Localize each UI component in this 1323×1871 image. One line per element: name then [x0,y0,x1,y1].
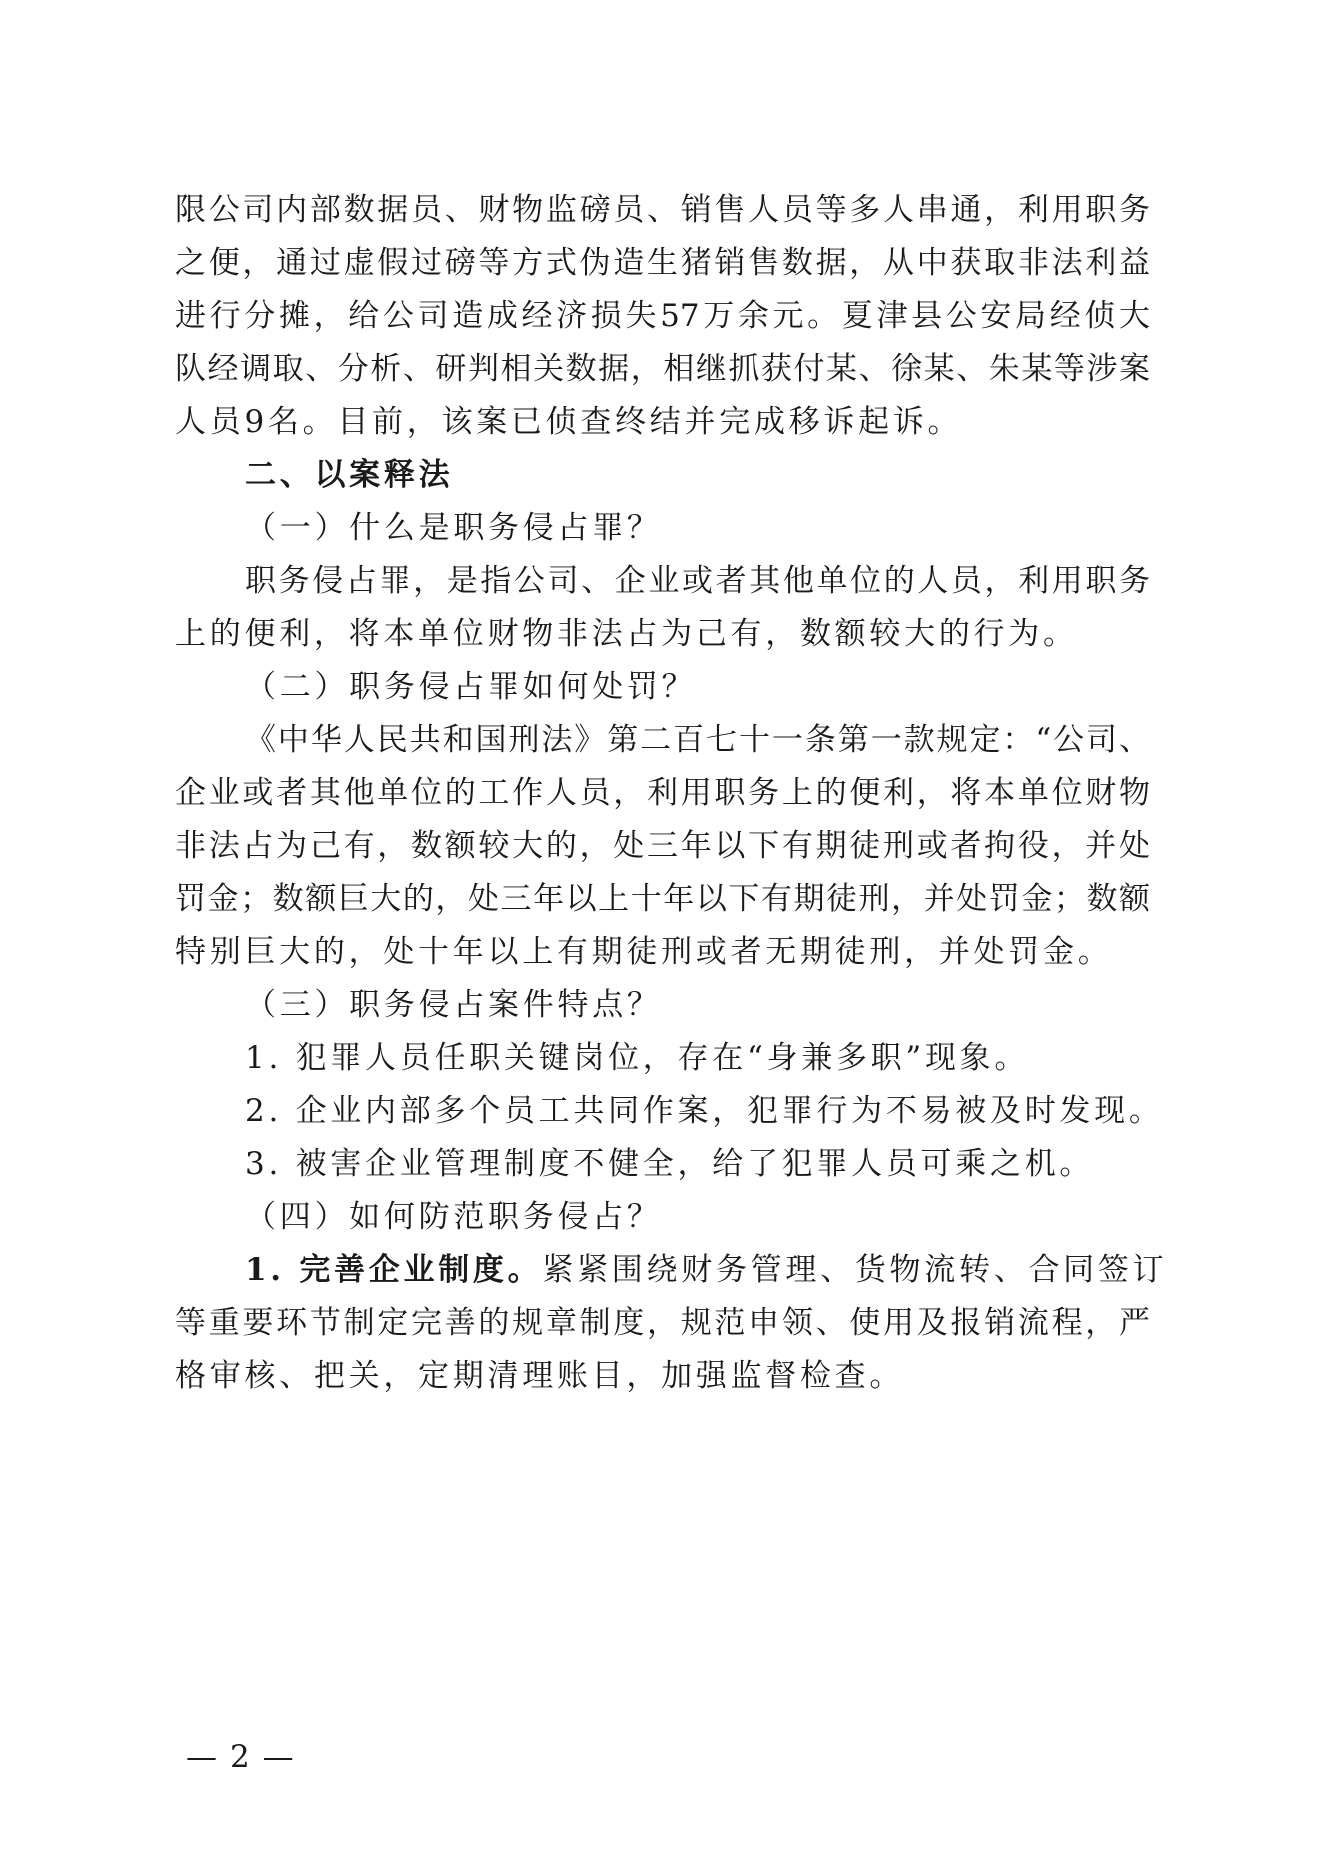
page-number: — 2 — [186,1739,296,1775]
section-heading: 二、以案释法 [245,457,454,493]
body-line: 进行分摊，给公司造成经济损失57万余元。夏津县公安局经侦大 [175,298,1150,334]
body-line: 罚金；数额巨大的，处三年以上十年以下有期徒刑，并处罚金；数额 [175,881,1150,917]
body-line: 等重要环节制定完善的规章制度，规范申领、使用及报销流程，严 [175,1305,1150,1341]
subsection-heading-1: （一）什么是职务侵占罪？ [245,510,662,546]
list-item-text: 紧紧围绕财务管理、货物流转、合同签订 [542,1252,1168,1288]
body-line: 特别巨大的，处十年以上有期徒刑或者无期徒刑，并处罚金。 [175,934,1113,970]
body-line: 非法占为己有，数额较大的，处三年以下有期徒刑或者拘役，并处 [175,828,1150,864]
list-item: 1. 犯罪人员任职关键岗位，存在“身兼多职”现象。 [245,1040,1030,1076]
subsection-heading-4: （四）如何防范职务侵占？ [245,1199,662,1235]
body-line: 企业或者其他单位的工作人员，利用职务上的便利，将本单位财物 [175,775,1150,811]
body-line: 职务侵占罪，是指公司、企业或者其他单位的人员，利用职务 [245,563,1150,599]
body-line: 格审核、把关，定期清理账目，加强监督检查。 [175,1358,905,1394]
subsection-heading-3: （三）职务侵占案件特点？ [245,987,662,1023]
body-line: 人员9名。目前，该案已侦查终结并完成移诉起诉。 [175,404,963,440]
body-line: 上的便利，将本单位财物非法占为己有，数额较大的行为。 [175,616,1078,652]
subsection-heading-2: （二）职务侵占罪如何处罚？ [245,669,697,705]
body-line: 队经调取、分析、研判相关数据，相继抓获付某、徐某、朱某等涉案 [175,351,1150,387]
body-line: 限公司内部数据员、财物监磅员、销售人员等多人串通，利用职务 [175,192,1150,228]
list-item [245,1250,1168,1290]
list-item: 2. 企业内部多个员工共同作案，犯罪行为不易被及时发现。 [245,1093,1164,1129]
list-item-title: 1. 完善企业制度。 [245,1252,543,1288]
body-line: 之便，通过虚假过磅等方式伪造生猪销售数据，从中获取非法利益 [175,245,1150,281]
list-item: 3. 被害企业管理制度不健全，给了犯罪人员可乘之机。 [245,1146,1095,1182]
body-line: 《中华人民共和国刑法》第二百七十一条第一款规定：“公司、 [245,722,1150,758]
